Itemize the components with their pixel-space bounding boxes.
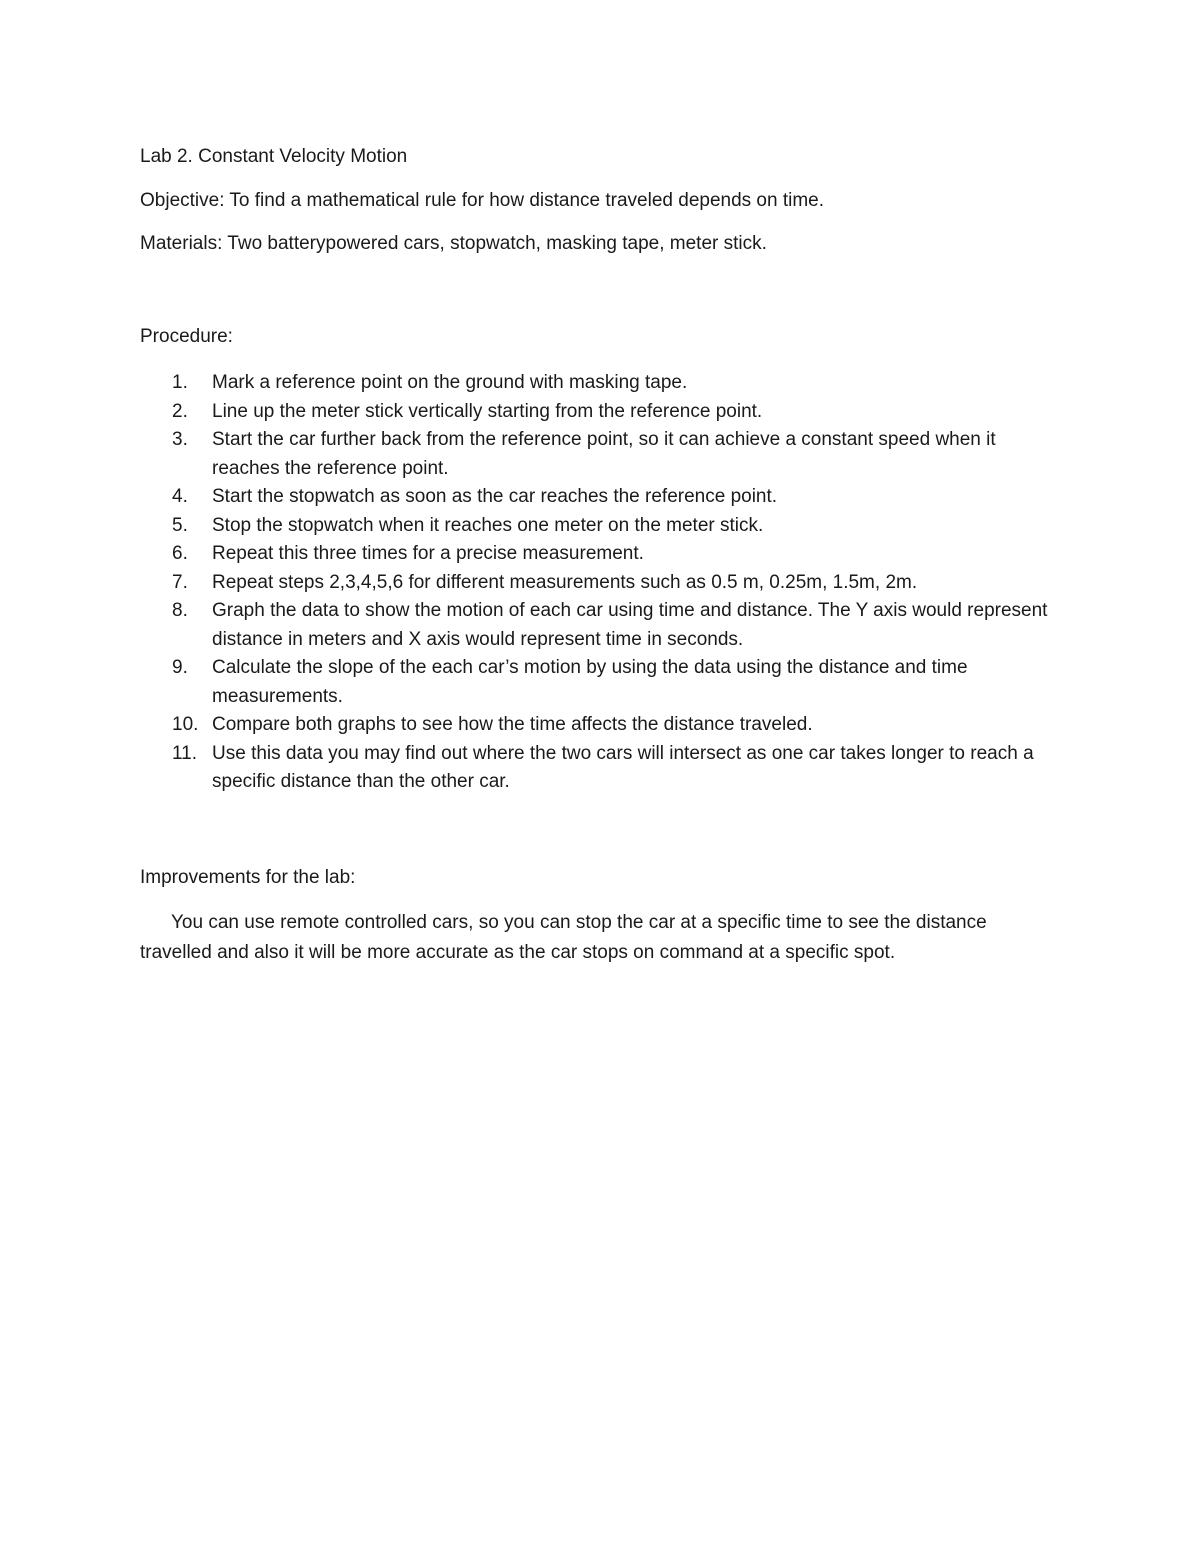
step-number: 2. <box>172 400 188 422</box>
step-number: 3. <box>172 429 188 450</box>
improvements-text: You can use remote controlled cars, so you can stop the car at a specific time to see the distance travelled and also it will be more accurate as the car stops on command at a specific spot. <box>140 911 987 963</box>
procedure-list <box>140 369 1060 797</box>
step-number: 5. <box>172 514 188 536</box>
procedure-step <box>140 426 1060 483</box>
procedure-step <box>140 711 1060 740</box>
procedure-step <box>140 512 1060 541</box>
step-text: Line up the meter stick vertically starting from the reference point. <box>212 400 763 422</box>
step-text: Start the stopwatch as soon as the car reaches the reference point. <box>212 486 778 507</box>
step-text: Stop the stopwatch when it reaches one meter on the meter stick. <box>212 514 764 536</box>
step-text: Calculate the slope of the each car’s motion by using the data using the distance and time measurements. <box>212 657 968 707</box>
procedure-step <box>140 740 1060 797</box>
step-text: Use this data you may find out where the two cars will intersect as one car takes longer to reach a specific distance than the other car. <box>212 742 1034 792</box>
improvements-heading: Improvements for the lab: <box>140 866 356 888</box>
step-number: 4. <box>172 486 188 507</box>
step-number: 1. <box>172 372 188 393</box>
step-number: 6. <box>172 543 188 564</box>
materials-text: Materials: Two batterypowered cars, stopwatch, masking tape, meter stick. <box>140 233 767 254</box>
procedure-step <box>140 597 1060 654</box>
step-text: Start the car further back from the reference point, so it can achieve a constant speed when it reaches the reference point. <box>212 429 996 479</box>
objective-text: Objective: To find a mathematical rule for how distance traveled depends on time. <box>140 190 825 211</box>
step-text: Graph the data to show the motion of each car using time and distance. The Y axis would represent distance in meters and X axis would represent time in seconds. <box>212 600 1048 650</box>
procedure-step <box>140 654 1060 711</box>
document-title: Lab 2. Constant Velocity Motion <box>140 146 408 167</box>
procedure-step <box>140 569 1060 598</box>
step-number: 9. <box>172 657 188 678</box>
step-number: 8. <box>172 600 188 621</box>
step-text: Repeat this three times for a precise measurement. <box>212 543 644 564</box>
procedure-step <box>140 483 1060 512</box>
step-text: Repeat steps 2,3,4,5,6 for different measurements such as 0.5 m, 0.25m, 1.5m, 2m. <box>212 571 918 593</box>
step-number: 11. <box>172 742 198 764</box>
procedure-heading: Procedure: <box>140 326 233 347</box>
step-text: Compare both graphs to see how the time affects the distance traveled. <box>212 714 813 735</box>
step-number: 10. <box>172 714 199 735</box>
procedure-step <box>140 398 1060 427</box>
procedure-step <box>140 540 1060 569</box>
step-number: 7. <box>172 571 188 593</box>
step-text: Mark a reference point on the ground with masking tape. <box>212 372 688 393</box>
procedure-step <box>140 369 1060 398</box>
document-content <box>140 143 1060 968</box>
